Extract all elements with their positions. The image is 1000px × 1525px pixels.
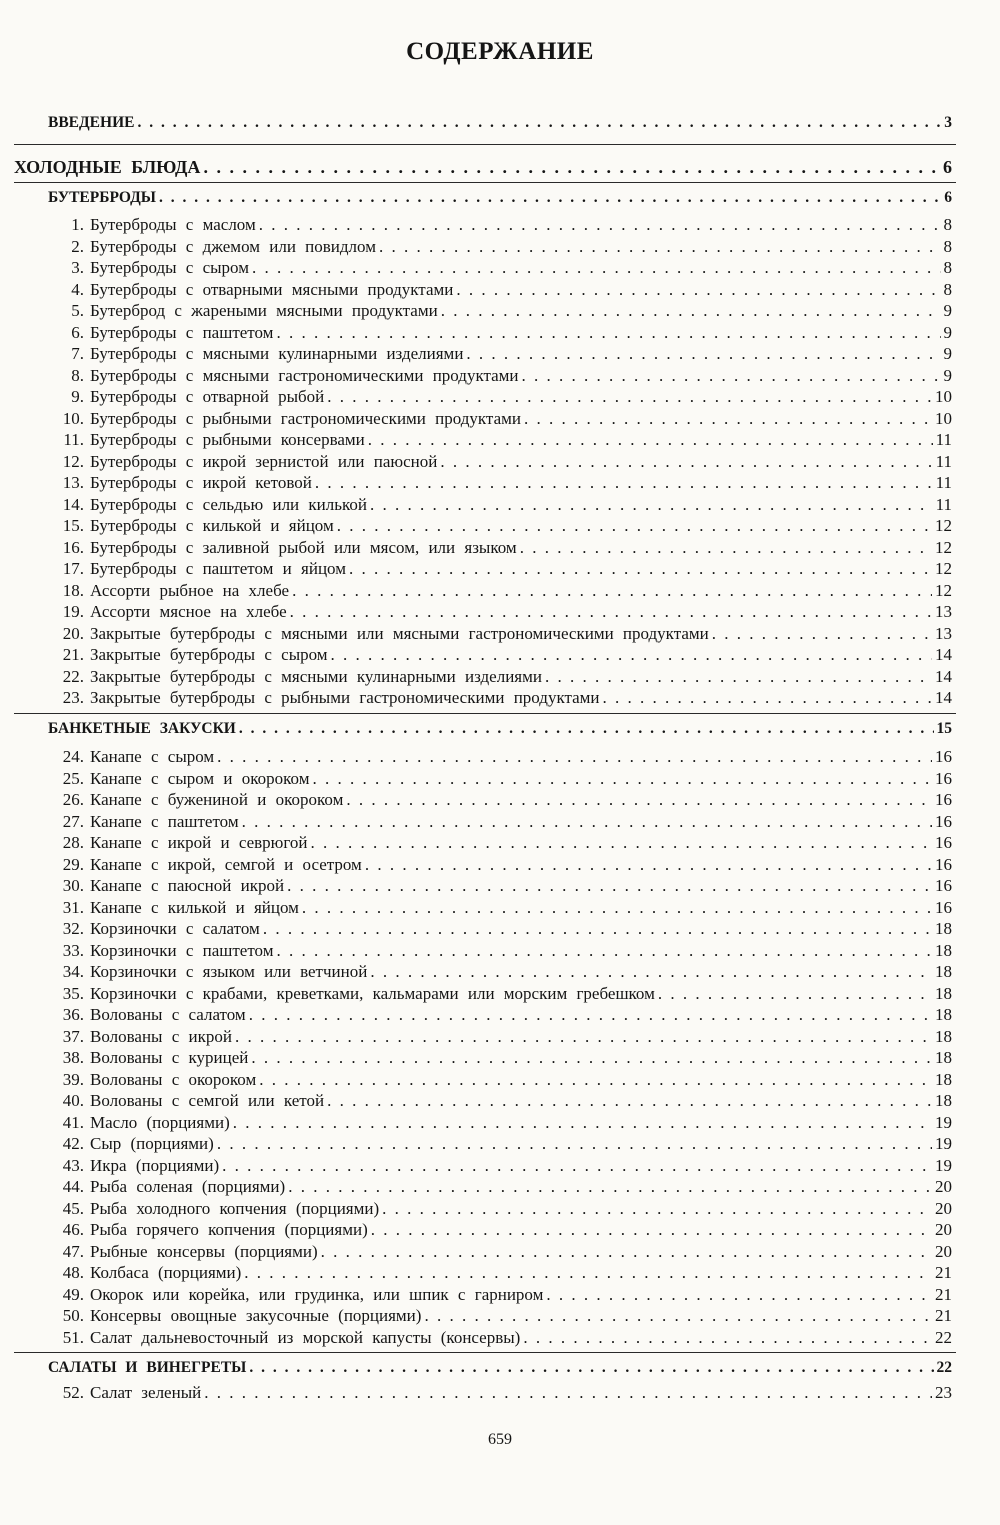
leader-dots (321, 1242, 932, 1262)
toc-item[interactable] (48, 258, 952, 278)
toc-item-page: 20 (935, 1220, 952, 1239)
toc-intro-label: ВВЕДЕНИЕ (48, 114, 135, 131)
leader-dots (371, 1220, 932, 1240)
toc-item-number: 20. (62, 623, 84, 643)
toc-item[interactable] (48, 430, 952, 450)
toc-item-title: Бутерброды с паштетом и яйцом (90, 559, 346, 578)
toc-item-number: 47. (62, 1241, 84, 1261)
leader-dots (259, 1070, 932, 1090)
toc-item-number: 46. (62, 1220, 84, 1239)
toc-item-number: 30. (62, 876, 84, 895)
toc-item-number: 7. (71, 344, 84, 363)
divider (14, 713, 956, 714)
toc-item-title: Закрытые бутерброды с рыбными гастрономическими продуктами (90, 688, 600, 707)
toc-section-page: 6 (944, 189, 952, 206)
toc-item-title: Волованы с окороком (90, 1069, 257, 1089)
toc-item-title: Ассорти рыбное на хлебе (90, 580, 290, 600)
toc-item-page: 12 (935, 559, 952, 578)
toc-item-page: 16 (935, 768, 952, 788)
toc-item-page: 16 (935, 811, 952, 831)
toc-item[interactable] (48, 855, 952, 875)
toc-item-page: 18 (935, 962, 952, 981)
toc-item-number: 36. (62, 1005, 84, 1024)
toc-item-number: 5. (71, 301, 84, 320)
toc-item-page: 20 (935, 1198, 952, 1218)
toc-item[interactable] (48, 1048, 952, 1068)
toc-item[interactable] (48, 688, 952, 708)
toc-item-title: Корзиночки с салатом (90, 919, 260, 938)
toc-item[interactable] (48, 1134, 952, 1154)
toc-item-number: 44. (62, 1177, 84, 1196)
toc-item-page: 12 (935, 580, 952, 600)
toc-item-number: 6. (71, 322, 84, 342)
toc-item-number: 8. (71, 365, 84, 385)
toc-item-title: Бутерброды с маслом (90, 215, 256, 234)
toc-item-title: Канапе с икрой, семгой и осетром (90, 854, 362, 874)
toc-item[interactable] (48, 237, 952, 257)
toc-item[interactable] (48, 1156, 952, 1176)
toc-item-title: Бутерброды с икрой кетовой (90, 473, 312, 492)
toc-item-page: 16 (935, 897, 952, 917)
toc-item-number: 51. (62, 1327, 84, 1347)
toc-item[interactable] (48, 1177, 952, 1197)
toc-item-title: Канапе с бужениной и окороком (90, 790, 344, 809)
toc-item[interactable] (48, 962, 952, 982)
leader-dots (365, 855, 932, 875)
toc-item-page: 11 (935, 430, 952, 449)
toc-item-number: 37. (62, 1026, 84, 1046)
toc-item-number: 31. (62, 897, 84, 917)
leader-dots (522, 366, 941, 386)
toc-item-title: Бутерброды с отварной рыбой (90, 387, 325, 406)
leader-dots (523, 1328, 932, 1348)
toc-item[interactable] (48, 919, 952, 939)
toc-item-page: 16 (935, 747, 952, 766)
toc-item-number: 35. (62, 983, 84, 1003)
toc-item-title: Бутерброды с джемом или повидлом (90, 236, 376, 256)
toc-item-page: 8 (943, 236, 952, 256)
toc-item[interactable] (48, 769, 952, 789)
toc-item-number: 39. (62, 1069, 84, 1089)
toc-item-page: 10 (935, 387, 952, 406)
toc-item-title: Бутерброд с жареными мясными продуктами (90, 301, 438, 320)
toc-item-title: Канапе с сыром и окороком (90, 768, 310, 788)
leader-dots (520, 538, 932, 558)
leader-dots (276, 941, 932, 961)
toc-item-title: Бутерброды с заливной рыбой или мясом, или языком (90, 537, 517, 557)
toc-item-title: Салат зеленый (90, 1383, 202, 1402)
toc-item[interactable] (48, 387, 952, 407)
leader-dots (524, 409, 932, 429)
toc-item-page: 21 (935, 1306, 952, 1325)
toc-item-title: Волованы с курицей (90, 1048, 249, 1067)
toc-item-page: 18 (935, 983, 952, 1003)
toc-item[interactable] (48, 344, 952, 364)
toc-item[interactable] (48, 747, 952, 767)
leader-dots (259, 215, 941, 235)
toc-item-number: 41. (62, 1112, 84, 1132)
toc-item-number: 33. (62, 940, 84, 960)
toc-item-title: Закрытые бутерброды с мясными или мясными гастрономическими продуктами (90, 623, 709, 643)
toc-item-title: Бутерброды с сельдью или килькой (90, 494, 367, 514)
toc-item-title: Бутерброды с рыбными консервами (90, 430, 365, 449)
leader-dots (379, 237, 941, 257)
leader-dots (159, 189, 941, 207)
toc-item-number: 1. (71, 215, 84, 234)
leader-dots (311, 833, 933, 853)
leader-dots (337, 516, 932, 536)
toc-item-title: Канапе с паштетом (90, 811, 239, 831)
toc-item-number: 22. (62, 666, 84, 686)
toc-item[interactable] (48, 941, 952, 961)
toc-section-page: 15 (936, 720, 952, 737)
leader-dots (276, 323, 940, 343)
toc-item-page: 16 (935, 854, 952, 874)
toc-item-title: Закрытые бутерброды с сыром (90, 645, 328, 664)
toc-item-number: 10. (62, 408, 84, 428)
toc-item-title: Колбаса (порциями) (90, 1263, 242, 1282)
toc-item-page: 16 (935, 876, 952, 895)
toc-item-page: 8 (943, 258, 952, 277)
toc-item-page: 18 (935, 1069, 952, 1089)
toc-section[interactable] (48, 720, 952, 738)
toc-item[interactable] (48, 898, 952, 918)
toc-item-number: 34. (62, 962, 84, 981)
toc-item[interactable] (48, 452, 952, 472)
toc-item-title: Корзиночки с крабами, креветками, кальмарами или морским гребешком (90, 983, 655, 1003)
leader-dots (251, 1048, 932, 1068)
toc-item-number: 23. (62, 688, 84, 707)
leader-dots (327, 1091, 932, 1111)
toc-item-number: 26. (62, 790, 84, 809)
toc-item-number: 42. (62, 1134, 84, 1153)
toc-item-number: 9. (71, 387, 84, 406)
toc-item-title: Бутерброды с сыром (90, 258, 249, 277)
toc-item[interactable] (48, 323, 952, 343)
toc-item-page: 8 (943, 215, 952, 234)
toc-section-page: 22 (936, 1359, 952, 1376)
divider (14, 1352, 956, 1353)
toc-item-title: Бутерброды с паштетом (90, 322, 274, 342)
toc-part[interactable] (14, 157, 952, 178)
toc-item-page: 13 (935, 602, 952, 621)
leader-dots (466, 344, 940, 364)
toc-item-page: 18 (935, 1005, 952, 1024)
leader-dots (137, 114, 941, 132)
toc-item[interactable] (48, 538, 952, 558)
leader-dots (217, 1134, 932, 1154)
toc-section-label: БУТЕРБРОДЫ (48, 189, 157, 206)
toc-item-title: Канапе с сыром (90, 747, 215, 766)
toc-item-page: 9 (943, 301, 952, 320)
toc-item-page: 9 (943, 365, 952, 385)
toc-item-page: 11 (935, 494, 952, 514)
toc-item-page: 14 (935, 666, 952, 686)
toc-item-page: 11 (935, 473, 952, 492)
leader-dots (545, 667, 932, 687)
toc-item[interactable] (48, 280, 952, 300)
leader-dots (712, 624, 932, 644)
toc-item-title: Сыр (порциями) (90, 1134, 214, 1153)
toc-item-number: 14. (62, 494, 84, 514)
toc-item-title: Волованы с семгой или кетой (90, 1091, 325, 1110)
toc-item[interactable] (48, 409, 952, 429)
toc-item-page: 20 (935, 1177, 952, 1196)
toc-item-page: 10 (935, 408, 952, 428)
divider (14, 182, 956, 183)
toc-item-title: Бутерброды с отварными мясными продуктами (90, 279, 454, 299)
toc-item-title: Рыбные консервы (порциями) (90, 1241, 318, 1261)
toc-item-title: Бутерброды с мясными гастрономическими продуктами (90, 365, 519, 385)
toc-item-number: 3. (71, 258, 84, 277)
leader-dots (290, 602, 932, 622)
toc-item[interactable] (48, 645, 952, 665)
leader-dots (368, 430, 933, 450)
toc-item-number: 28. (62, 833, 84, 852)
toc-item[interactable] (48, 1091, 952, 1111)
toc-section-label: САЛАТЫ И ВИНЕГРЕТЫ (48, 1359, 247, 1376)
toc-item[interactable] (48, 495, 952, 515)
toc-item-title: Ассорти мясное на хлебе (90, 602, 287, 621)
toc-item-title: Канапе с икрой и севрюгой (90, 833, 308, 852)
leader-dots (456, 280, 940, 300)
toc-item-page: 19 (935, 1112, 952, 1132)
leader-dots (203, 157, 940, 178)
toc-item-page: 18 (935, 940, 952, 960)
toc-item[interactable] (48, 1306, 952, 1326)
leader-dots (217, 747, 932, 767)
toc-item-page: 21 (935, 1263, 952, 1282)
toc-item[interactable] (48, 984, 952, 1004)
leader-dots (331, 645, 932, 665)
toc-item-number: 12. (62, 451, 84, 471)
leader-dots (346, 790, 932, 810)
toc-item[interactable] (48, 1070, 952, 1090)
toc-item-title: Бутерброды с килькой и яйцом (90, 516, 334, 535)
leader-dots (235, 1027, 932, 1047)
toc-item-number: 50. (62, 1306, 84, 1325)
toc-item[interactable] (48, 667, 952, 687)
toc-item-title: Масло (порциями) (90, 1112, 230, 1132)
leader-dots (603, 688, 932, 708)
leader-dots (315, 473, 933, 493)
toc-item-title: Канапе с килькой и яйцом (90, 897, 299, 917)
toc-item[interactable] (48, 1005, 952, 1025)
toc-item-page: 13 (935, 623, 952, 643)
toc-item-number: 21. (62, 645, 84, 664)
toc-section[interactable] (48, 189, 952, 207)
leader-dots (233, 1113, 932, 1133)
toc-section-label: БАНКЕТНЫЕ ЗАКУСКИ (48, 720, 236, 737)
toc-item-page: 16 (935, 833, 952, 852)
toc-item-page: 19 (935, 1134, 952, 1153)
toc-item[interactable] (48, 215, 952, 235)
toc-item-title: Салат дальневосточный из морской капусты (консервы) (90, 1327, 521, 1347)
leader-dots (292, 581, 932, 601)
leader-dots (249, 1005, 932, 1025)
toc-item-number: 2. (71, 236, 84, 256)
toc-item[interactable] (48, 1027, 952, 1047)
leader-dots (222, 1156, 932, 1176)
toc-item[interactable] (48, 559, 952, 579)
toc-item[interactable] (48, 1199, 952, 1219)
leader-dots (349, 559, 932, 579)
toc-item-title: Окорок или корейка, или грудинка, или шпик с гарниром (90, 1284, 544, 1304)
toc-item-title: Канапе с паюсной икрой (90, 876, 285, 895)
leader-dots (252, 258, 941, 278)
toc-item-page: 18 (935, 1091, 952, 1110)
toc-item-number: 29. (62, 854, 84, 874)
leader-dots (287, 876, 932, 896)
toc-item-title: Корзиночки с паштетом (90, 940, 274, 960)
toc-item-title: Бутерброды с рыбными гастрономическими продуктами (90, 408, 521, 428)
toc-item-title: Бутерброды с мясными кулинарными изделиями (90, 344, 464, 363)
toc-item-number: 38. (62, 1048, 84, 1067)
toc-item-number: 4. (71, 279, 84, 299)
toc-item-number: 27. (62, 811, 84, 831)
toc-part-page: 6 (943, 157, 952, 177)
toc-item[interactable] (48, 1242, 952, 1262)
leader-dots (327, 387, 932, 407)
leader-dots (249, 1359, 933, 1377)
toc-item-title: Рыба соленая (порциями) (90, 1177, 286, 1196)
toc-item-page: 22 (935, 1327, 952, 1347)
toc-item-number: 19. (62, 602, 84, 621)
toc-item-number: 49. (62, 1284, 84, 1304)
toc-item-title: Закрытые бутерброды с мясными кулинарными изделиями (90, 666, 542, 686)
leader-dots (440, 452, 932, 472)
toc-item-page: 8 (943, 279, 952, 299)
toc-item-number: 43. (62, 1155, 84, 1175)
toc-item[interactable] (48, 624, 952, 644)
toc-item-page: 21 (935, 1284, 952, 1304)
leader-dots (288, 1177, 932, 1197)
toc-item-page: 23 (935, 1383, 952, 1402)
leader-dots (313, 769, 933, 789)
toc-item[interactable] (48, 833, 952, 853)
toc-item[interactable] (48, 790, 952, 810)
toc-item-page: 12 (935, 537, 952, 557)
toc-section[interactable] (48, 1359, 952, 1377)
toc-item-title: Икра (порциями) (90, 1155, 220, 1175)
toc-item-page: 14 (935, 688, 952, 707)
toc-item-number: 32. (62, 919, 84, 938)
toc-intro[interactable] (48, 114, 952, 132)
toc-item-page: 20 (935, 1241, 952, 1261)
toc-item-title: Корзиночки с языком или ветчиной (90, 962, 368, 981)
leader-dots (546, 1285, 932, 1305)
toc-item-page: 16 (935, 790, 952, 809)
toc-item-number: 48. (62, 1263, 84, 1282)
toc-item-page: 19 (935, 1155, 952, 1175)
toc-item-number: 16. (62, 537, 84, 557)
toc-item[interactable] (48, 602, 952, 622)
toc-item-page: 9 (943, 322, 952, 342)
toc-item[interactable] (48, 1263, 952, 1283)
toc-item-title: Рыба холодного копчения (порциями) (90, 1198, 380, 1218)
toc-item[interactable] (48, 581, 952, 601)
toc-item-page: 18 (935, 1048, 952, 1067)
toc-item-page: 18 (935, 1026, 952, 1046)
toc-item-title: Волованы с икрой (90, 1026, 232, 1046)
toc-item-page: 12 (935, 516, 952, 535)
leader-dots (204, 1383, 932, 1403)
leader-dots (244, 1263, 932, 1283)
toc-item-number: 40. (62, 1091, 84, 1110)
toc-item-number: 52. (62, 1383, 84, 1402)
leader-dots (382, 1199, 932, 1219)
divider (14, 144, 956, 145)
leader-dots (424, 1306, 932, 1326)
page-number: 659 (488, 1431, 512, 1448)
toc-item-number: 11. (63, 430, 84, 449)
toc-part-label: ХОЛОДНЫЕ БЛЮДА (14, 157, 201, 177)
toc-item[interactable] (48, 1328, 952, 1348)
toc-item-number: 24. (62, 747, 84, 766)
toc-item[interactable] (48, 1285, 952, 1305)
toc-item[interactable] (48, 301, 952, 321)
toc-item[interactable] (48, 1220, 952, 1240)
toc-item-number: 13. (62, 473, 84, 492)
toc-item[interactable] (48, 473, 952, 493)
toc-item-number: 18. (62, 580, 84, 600)
toc-item[interactable] (48, 366, 952, 386)
leader-dots (263, 919, 932, 939)
page-title: СОДЕРЖАНИЕ (406, 38, 594, 65)
leader-dots (441, 301, 941, 321)
toc-item-title: Бутерброды с икрой зернистой или паюсной (90, 451, 438, 471)
toc-item-page: 14 (935, 645, 952, 664)
toc-item[interactable] (48, 1383, 952, 1403)
toc-item-page: 9 (943, 344, 952, 363)
leader-dots (242, 812, 932, 832)
toc-item-title: Волованы с салатом (90, 1005, 246, 1024)
toc-item[interactable] (48, 876, 952, 896)
leader-dots (302, 898, 932, 918)
toc-item[interactable] (48, 812, 952, 832)
leader-dots (658, 984, 932, 1004)
toc-intro-page: 3 (944, 114, 952, 131)
toc-item-number: 45. (62, 1198, 84, 1218)
toc-item-number: 17. (62, 559, 84, 578)
leader-dots (370, 495, 933, 515)
toc-item[interactable] (48, 516, 952, 536)
toc-item-page: 18 (935, 919, 952, 938)
leader-dots (370, 962, 932, 982)
toc-item-number: 15. (62, 516, 84, 535)
toc-item[interactable] (48, 1113, 952, 1133)
toc-item-title: Консервы овощные закусочные (порциями) (90, 1306, 422, 1325)
toc-item-number: 25. (62, 768, 84, 788)
toc-item-page: 11 (935, 451, 952, 471)
leader-dots (239, 720, 934, 738)
toc-item-title: Рыба горячего копчения (порциями) (90, 1220, 368, 1239)
